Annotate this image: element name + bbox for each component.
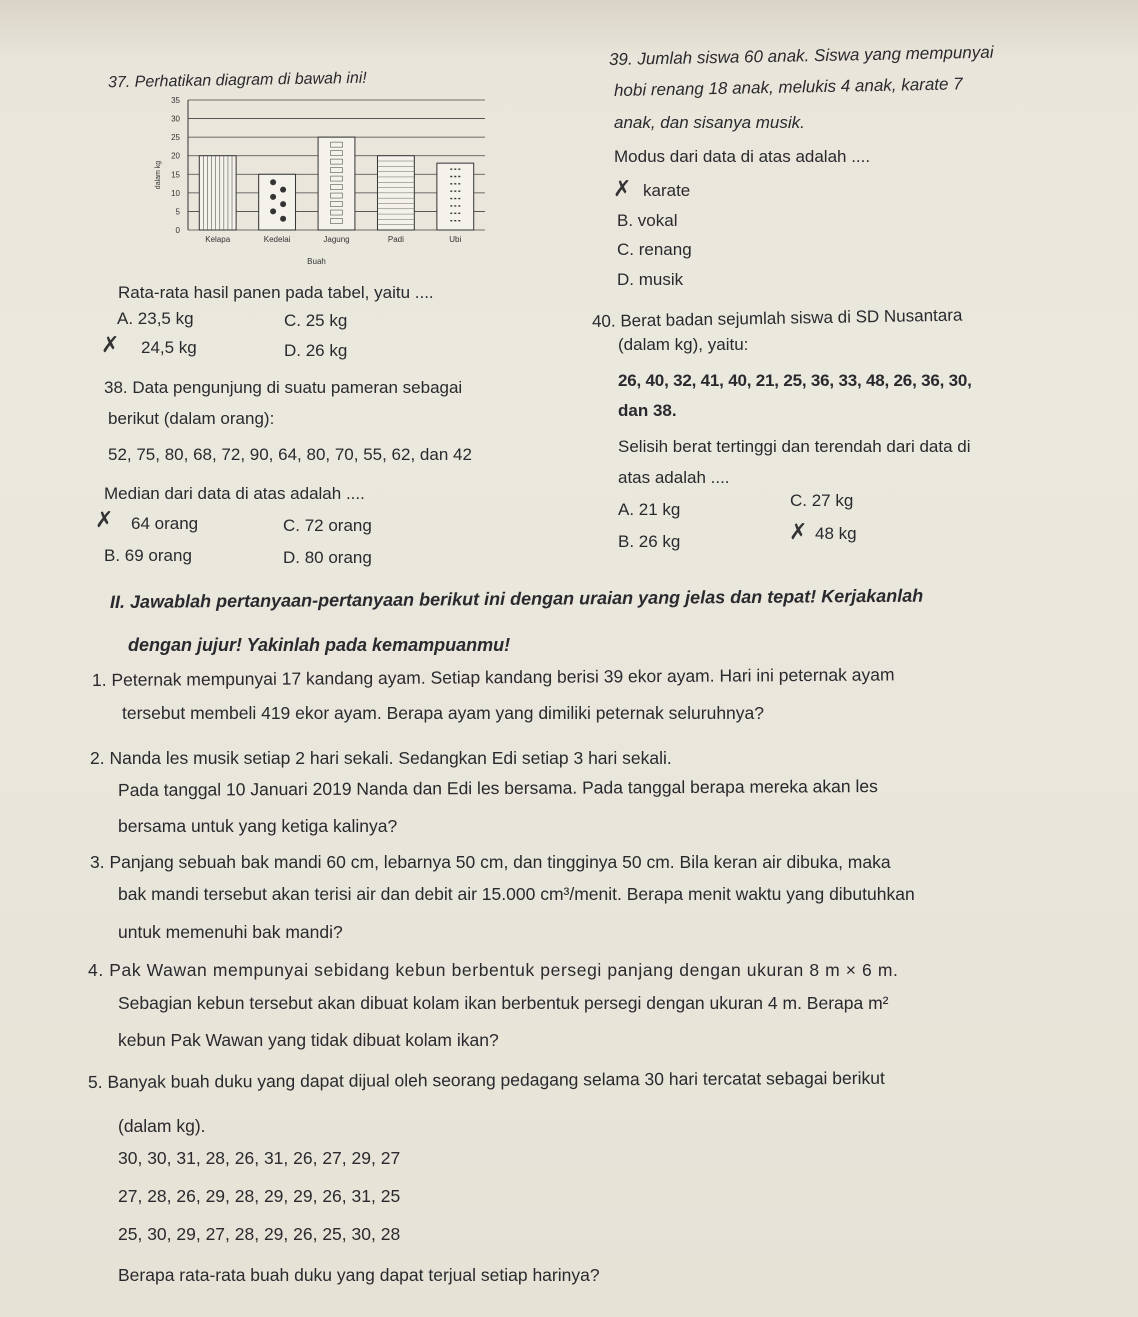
x-tick-label: Ubi [449,235,462,244]
q40-line2: (dalam kg), yaitu: [618,335,749,354]
bar-dot [280,201,286,207]
essay5-question: Berapa rata-rata buah duku yang dapat terjual setiap harinya? [118,1265,600,1285]
y-tick-label: 35 [171,96,180,105]
q39-line2: hobi renang 18 anak, melukis 4 anak, karate 7 [613,74,963,100]
q38-data: 52, 75, 80, 68, 72, 90, 64, 80, 70, 55, 62, dan 42 [108,445,472,464]
essay5-data1: 30, 30, 31, 28, 26, 31, 26, 27, 29, 27 [118,1148,401,1168]
q40-question-line1: Selisih berat tertinggi dan terendah dari data di [618,437,971,456]
y-tick-label: 25 [171,133,180,143]
y-tick-label: 15 [171,170,180,180]
q39-line3: anak, dan sisanya musik. [614,113,805,132]
q39-option-d: D. musik [617,270,684,289]
q40-option-b: B. 26 kg [618,532,681,551]
q40-check-mark-icon: ✗ [789,520,808,545]
essay1-line2: tersebut membeli 419 ekor ayam. Berapa ayam yang dimiliki peternak seluruhnya? [122,703,764,723]
y-tick-label: 30 [171,114,180,124]
essay3-line3: untuk memenuhi bak mandi? [118,922,343,942]
x-tick-label: Padi [387,235,404,244]
essay5-data2: 27, 28, 26, 29, 28, 29, 29, 26, 31, 25 [118,1186,401,1206]
bar-dot [270,194,276,200]
q37-check-mark-icon: ✗ [101,333,120,358]
bar [318,137,355,230]
q39-check-mark-icon: ✗ [613,177,632,202]
essay3-line1: 3. Panjang sebuah bak mandi 60 cm, lebarnya 50 cm, dan tingginya 50 cm. Bila keran air dibuka, maka [90,852,891,872]
essay5-line2: (dalam kg). [118,1116,206,1136]
q40-question-line2: atas adalah .... [618,468,730,487]
x-tick-label: Kedelai [263,235,291,244]
y-tick-label: 5 [175,207,180,217]
essay2-line2: Pada tanggal 10 Januari 2019 Nanda dan Edi les bersama. Pada tanggal berapa mereka akan les [117,776,878,800]
section2-heading-line1: II. Jawablah pertanyaan-pertanyaan berikut ini dengan uraian yang jelas dan tepat! Kerjakanlah [109,585,924,612]
q40-data-line2: dan 38. [618,401,677,420]
q40-line1: 40. Berat badan sejumlah siswa di SD Nusantara [591,305,963,331]
bar [259,174,296,230]
essay5-line1: 5. Banyak buah duku yang dapat dijual oleh seorang pedagang selama 30 hari tercatat sebagai berikut [87,1067,885,1092]
essay2-line1: 2. Nanda les musik setiap 2 hari sekali. Sedangkan Edi setiap 3 hari sekali. [90,748,672,768]
q38-intro-line2: berikut (dalam orang): [108,409,275,428]
x-axis-label: Buah [307,257,326,266]
q37-title: 37. Perhatikan diagram di bawah ini! [107,69,367,92]
q38-check-mark-icon: ✗ [95,508,114,533]
essay4-line2: Sebagian kebun tersebut akan dibuat kolam ikan berbentuk persegi dengan ukuran 4 m. Berapa m² [118,993,889,1013]
q38-option-b: B. 69 orang [104,546,192,565]
q37-option-c: C. 25 kg [284,311,348,330]
q38-intro-line1: 38. Data pengunjung di suatu pameran sebagai [104,378,463,397]
q38-option-c: C. 72 orang [283,516,372,535]
q37-bar-chart [150,92,490,277]
q40-option-c: C. 27 kg [790,491,854,510]
section2-heading-line2: dengan jujur! Yakinlah pada kemampuanmu! [128,635,511,655]
q40-option-d: 48 kg [815,524,857,543]
q37-option-a: A. 23,5 kg [117,309,194,328]
essay2-line3: bersama untuk yang ketiga kalinya? [118,816,398,836]
y-axis-label: dalam kg [155,160,162,190]
y-tick-label: 20 [171,151,180,161]
x-tick-label: Kelapa [205,235,231,244]
bar-dot [270,179,276,185]
q39-option-c: C. renang [617,240,692,259]
bar [199,156,236,230]
essay3-line2: bak mandi tersebut akan terisi air dan debit air 15.000 cm³/menit. Berapa menit waktu yang dibutuhkan [118,884,915,904]
q38-option-a: 64 orang [131,514,199,533]
q37-question: Rata-rata hasil panen pada tabel, yaitu .... [118,283,434,302]
bar-dot [280,216,286,222]
q39-option-a: karate [643,181,691,200]
y-tick-label: 0 [175,226,180,235]
essay4-line3: kebun Pak Wawan yang tidak dibuat kolam ikan? [118,1030,499,1050]
q37-option-b: 24,5 kg [141,338,197,357]
q37-option-d: D. 26 kg [284,341,348,360]
essay5-data3: 25, 30, 29, 27, 28, 29, 26, 25, 30, 28 [118,1224,401,1244]
y-tick-label: 10 [171,188,180,198]
q40-data-line1: 26, 40, 32, 41, 40, 21, 25, 36, 33, 48, 26, 36, 30, [618,371,972,390]
q38-option-d: D. 80 orang [283,548,372,567]
q39-option-b: B. vokal [617,211,678,230]
essay4-line1: 4. Pak Wawan mempunyai sebidang kebun berbentuk persegi panjang dengan ukuran 8 m × 6 m. [88,960,899,980]
q40-option-a: A. 21 kg [618,500,681,519]
bar-dot [270,208,276,214]
bar-dot [280,187,286,193]
essay1-line1: 1. Peternak mempunyai 17 kandang ayam. Setiap kandang berisi 39 ekor ayam. Hari ini peternak ayam [91,664,895,690]
q39-question: Modus dari data di atas adalah .... [614,147,871,166]
x-tick-label: Jagung [323,235,350,244]
q38-question: Median dari data di atas adalah .... [104,484,365,503]
q39-line1: 39. Jumlah siswa 60 anak. Siswa yang mempunyai [608,42,994,69]
